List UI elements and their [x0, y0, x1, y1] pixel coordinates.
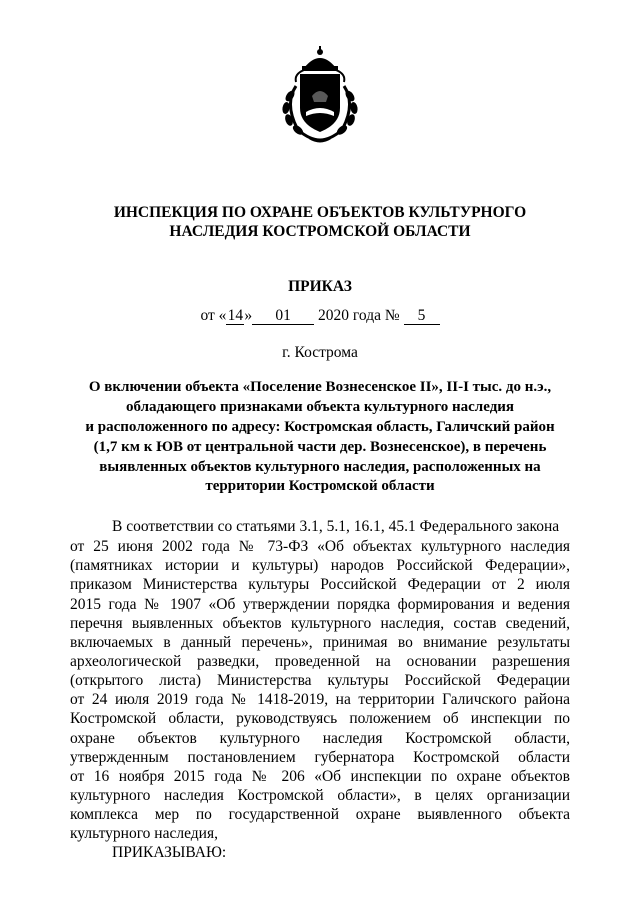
document-title: ПРИКАЗ [288, 278, 352, 295]
body-line: от 25 июня 2002 года № 73-ФЗ «Об объектах культурного наследия [70, 538, 570, 555]
order-place: г. Кострома [282, 344, 358, 361]
body-line: включаемых в данный перечень», принимая во внимание результаты [70, 634, 570, 651]
body-line: (открытого листа) Министерства культуры Российской Федерации [70, 672, 570, 689]
org-name-line-1: ИНСПЕКЦИЯ ПО ОХРАНЕ ОБЪЕКТОВ КУЛЬТУРНОГО [113, 204, 527, 221]
subject-line: выявленных объектов культурного наследия, расположенных на [99, 459, 541, 475]
kostroma-coat-of-arms-icon [266, 46, 374, 146]
body-line: приказом Министерства культуры Российской Федерации от 2 июля [70, 576, 570, 593]
order-number: 5 [404, 308, 440, 325]
order-day: 14 [227, 307, 244, 324]
body-line: В соответствии со статьями 3.1, 5.1, 16.1, 45.1 Федерального закона [112, 518, 560, 535]
order-command: ПРИКАЗЫВАЮ: [112, 844, 227, 861]
subject-line: обладающего признаками объекта культурного наследия [125, 399, 515, 415]
order-year-text: 2020 года № [318, 307, 400, 324]
body-line: Костромской области, руководствуясь положением об инспекции по [70, 710, 570, 727]
body-line: комплекса мер по государственной охране выявленного объекта [70, 806, 570, 823]
body-line: утвержденным постановлением губернатора Костромской области [70, 749, 570, 766]
subject-line: (1,7 км к ЮВ от центральной части дер. Вознесенское), в перечень [93, 439, 547, 455]
org-name-line-2: НАСЛЕДИЯ КОСТРОМСКОЙ ОБЛАСТИ [169, 223, 471, 240]
date-prefix: от « [200, 307, 227, 324]
body-line: археологической разведки, проведенной на основании разрешения [70, 653, 570, 670]
body-line: охране объектов культурного наследия Костромской области, [70, 730, 570, 747]
subject-line: территории Костромской области [205, 478, 435, 494]
order-month: 01 [252, 308, 314, 325]
subject-line: и расположенного по адресу: Костромская область, Галичский район [85, 419, 555, 435]
body-line: перечня выявленных объектов культурного наследия, состав сведений, [70, 615, 570, 632]
body-line: культурного наследия Костромской области», в целях организации [70, 787, 570, 804]
body-line: культурного наследия, [70, 825, 218, 842]
body-line: 2015 года № 1907 «Об утверждении порядка формирования и ведения [70, 596, 570, 613]
subject-line: О включении объекта «Поселение Вознесенское II», II-I тыс. до н.э., [88, 379, 552, 395]
body-line: от 16 ноября 2015 года № 206 «Об инспекции по охране объектов [70, 768, 570, 785]
date-day-close: » [244, 307, 253, 324]
order-date-line [0, 307, 640, 325]
body-line: от 24 июля 2019 года № 1418-2019, на территории Галичского района [70, 691, 570, 708]
body-line: (памятниках истории и культуры) народов Российской Федерации», [70, 557, 570, 574]
